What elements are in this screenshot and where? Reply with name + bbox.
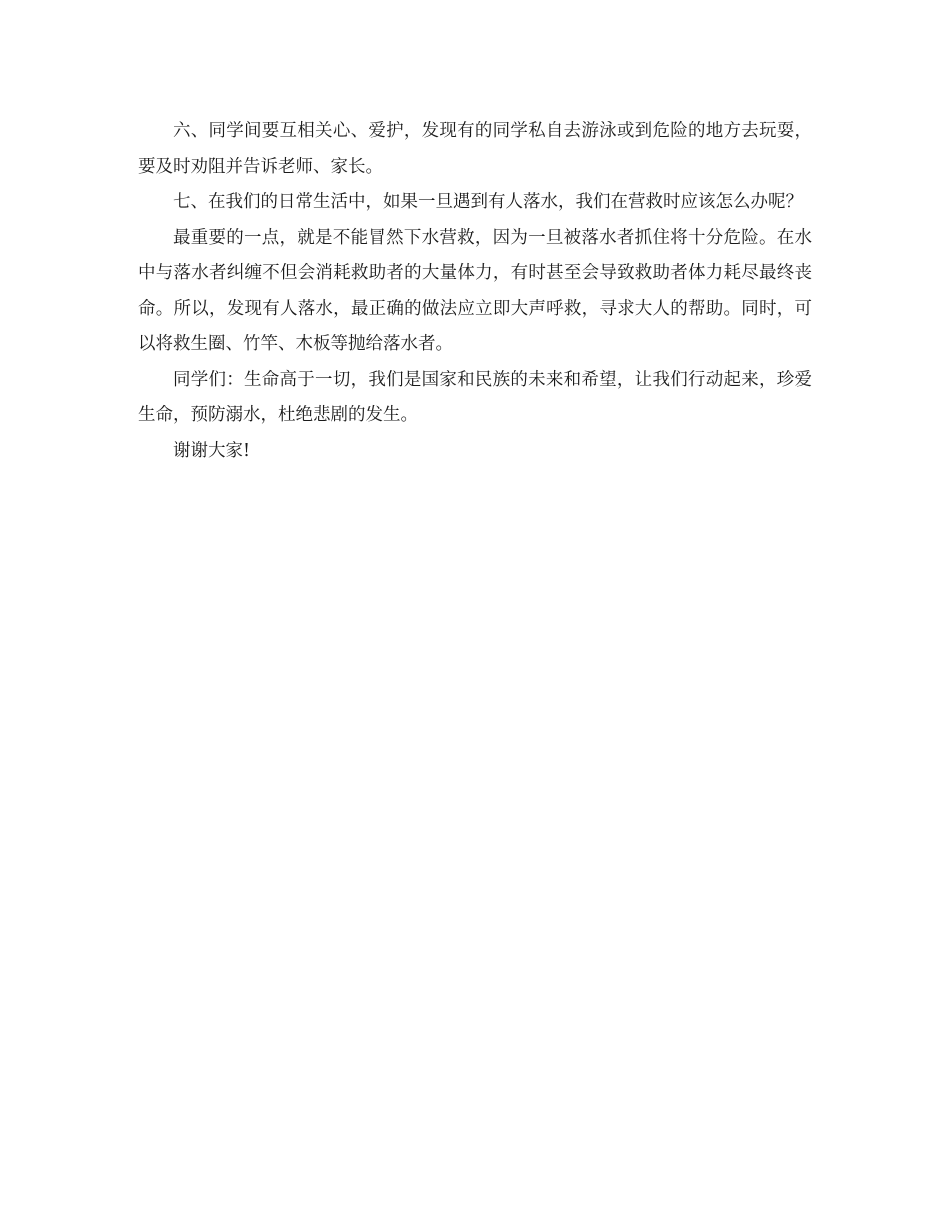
paragraph-six-mutual-care: 六、同学间要互相关心、爱护，发现有的同学私自去游泳或到危险的地方去玩耍，要及时劝阻并告诉老师、家长。 <box>138 121 812 177</box>
paragraph-seven-rescue-question: 七、在我们的日常生活中，如果一旦遇到有人落水，我们在营救时应该怎么办呢？ <box>173 192 803 212</box>
document-body <box>138 114 812 469</box>
paragraph-thanks: 谢谢大家! <box>173 440 251 461</box>
paragraph-closing-appeal: 同学们：生命高于一切，我们是国家和民族的未来和希望，让我们行动起来，珍爱生命，预防溺水，杜绝悲剧的发生。 <box>138 369 812 425</box>
paragraph-rescue-advice: 最重要的一点，就是不能冒然下水营救，因为一旦被落水者抓住将十分危险。在水中与落水者纠缠不但会消耗救助者的大量体力，有时甚至会导致救助者体力耗尽最终丧命。所以，发现有人落水，最正确的做法应立即大声呼救，寻求大人的帮助。同时，可以将救生圈、竹竿、木板等抛给落水者。 <box>138 227 812 354</box>
